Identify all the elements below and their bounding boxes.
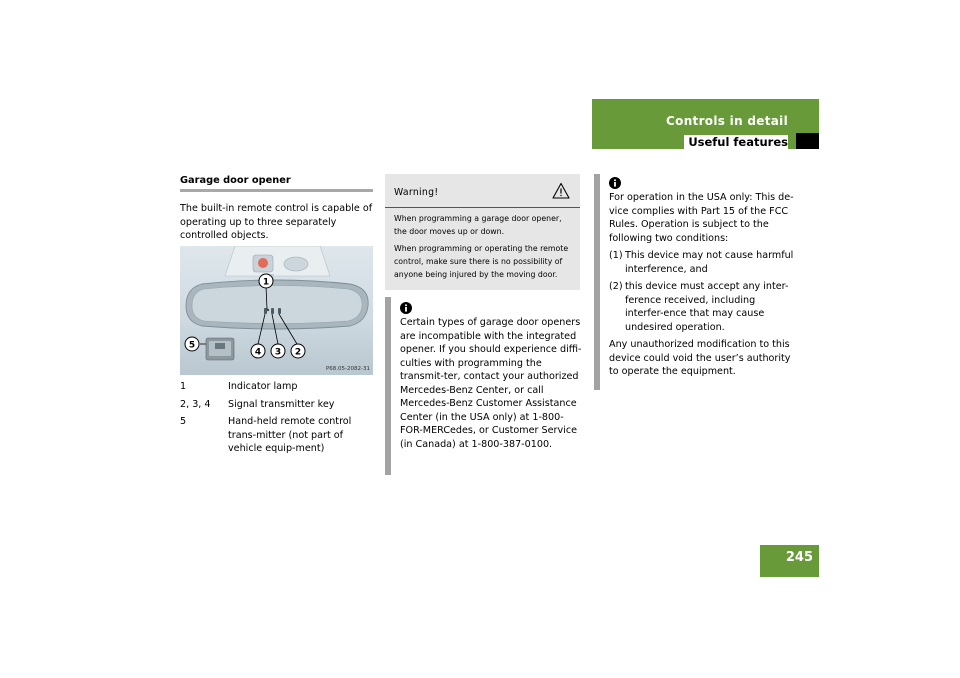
chapter-title: Controls in detail	[666, 114, 788, 128]
condition-number: (1)	[609, 250, 623, 261]
warning-body	[394, 212, 574, 285]
note-bar	[385, 297, 391, 475]
svg-text:1: 1	[262, 277, 270, 288]
warning-rule	[385, 207, 580, 208]
note-text	[609, 191, 794, 379]
callout-4	[251, 344, 265, 358]
section-heading: Garage door opener	[180, 175, 291, 186]
callout-5	[185, 337, 199, 351]
callout-2	[291, 344, 305, 358]
legend-key: 5	[180, 416, 187, 427]
mirror-glass	[192, 286, 362, 324]
callout-1	[259, 274, 273, 288]
legend-item	[180, 380, 373, 394]
legend-item	[180, 398, 373, 412]
note-text: Certain types of garage door openers are incompatible with the integrated opener. If you should experience diffi-culties with programming the transmit-ter, contact your authorized Mercedes-Benz Center, or call Mercedes-Benz Customer Assistance Center (in the USA only) at 1-800-FOR-MERCedes, or Customer Service (in Canada) at 1-800-387-0100.	[400, 317, 582, 450]
warning-box	[385, 174, 580, 290]
condition-text: This device may not cause harmful interference, and	[625, 250, 794, 275]
intro-paragraph: The built-in remote control is capable of operating up to three separately controlled objects.	[180, 203, 373, 241]
garage-door-section	[180, 175, 373, 243]
svg-text:2: 2	[294, 347, 302, 358]
warning-title: Warning!	[394, 187, 439, 198]
section-title: Useful features	[684, 135, 788, 149]
legend-item	[180, 415, 373, 456]
svg-text:5: 5	[188, 340, 196, 351]
svg-text:4: 4	[254, 347, 262, 358]
info-icon	[609, 177, 621, 189]
legend-text: Indicator lamp	[228, 381, 298, 392]
note-bar	[594, 174, 600, 390]
info-icon	[400, 302, 412, 314]
header-marker	[796, 133, 819, 149]
page-number: 245	[785, 550, 813, 565]
fcc-intro: For operation in the USA only: This de-vice complies with Part 15 of the FCC Rules. Operation is subject to the following two conditions:	[609, 192, 794, 244]
figure-code: P68.05-2082-31	[325, 366, 370, 372]
legend-text: Signal transmitter key	[228, 398, 335, 410]
mirror-illustration	[180, 246, 373, 375]
condition-item	[609, 280, 794, 334]
info-note-compatibility	[400, 302, 582, 451]
info-note-fcc	[609, 177, 794, 379]
warning-paragraph: When programming a garage door opener, the door moves up or down.	[394, 214, 562, 236]
legend-text: Hand-held remote control trans-mitter (not part of vehicle equip-ment)	[228, 416, 352, 454]
warning-triangle-icon	[552, 182, 570, 200]
condition-number: (2)	[609, 281, 623, 292]
condition-item	[609, 249, 794, 276]
heading-rule	[180, 189, 373, 192]
figure-legend	[180, 380, 373, 460]
warning-paragraph: When programming or operating the remote control, make sure there is no possibility of anyone being injured by the moving door.	[394, 244, 569, 279]
legend-key: 2, 3, 4	[180, 398, 211, 410]
mirror-figure	[180, 246, 373, 375]
transmitter-key-3	[271, 308, 274, 314]
indicator-lamp-icon	[267, 309, 269, 311]
condition-text: this device must accept any inter-ference received, including interfer-ence that may cause undesired operation.	[625, 281, 789, 333]
console-indicator-icon	[258, 258, 268, 268]
legend-key: 1	[180, 381, 187, 392]
svg-text:3: 3	[274, 347, 282, 358]
transmitter-key-4	[264, 308, 267, 314]
callout-3	[271, 344, 285, 358]
transmitter-key-2	[278, 308, 281, 314]
page-number-box	[760, 545, 819, 577]
fcc-outro: Any unauthorized modification to this device could void the user’s authority to operate the equipment.	[609, 339, 791, 377]
